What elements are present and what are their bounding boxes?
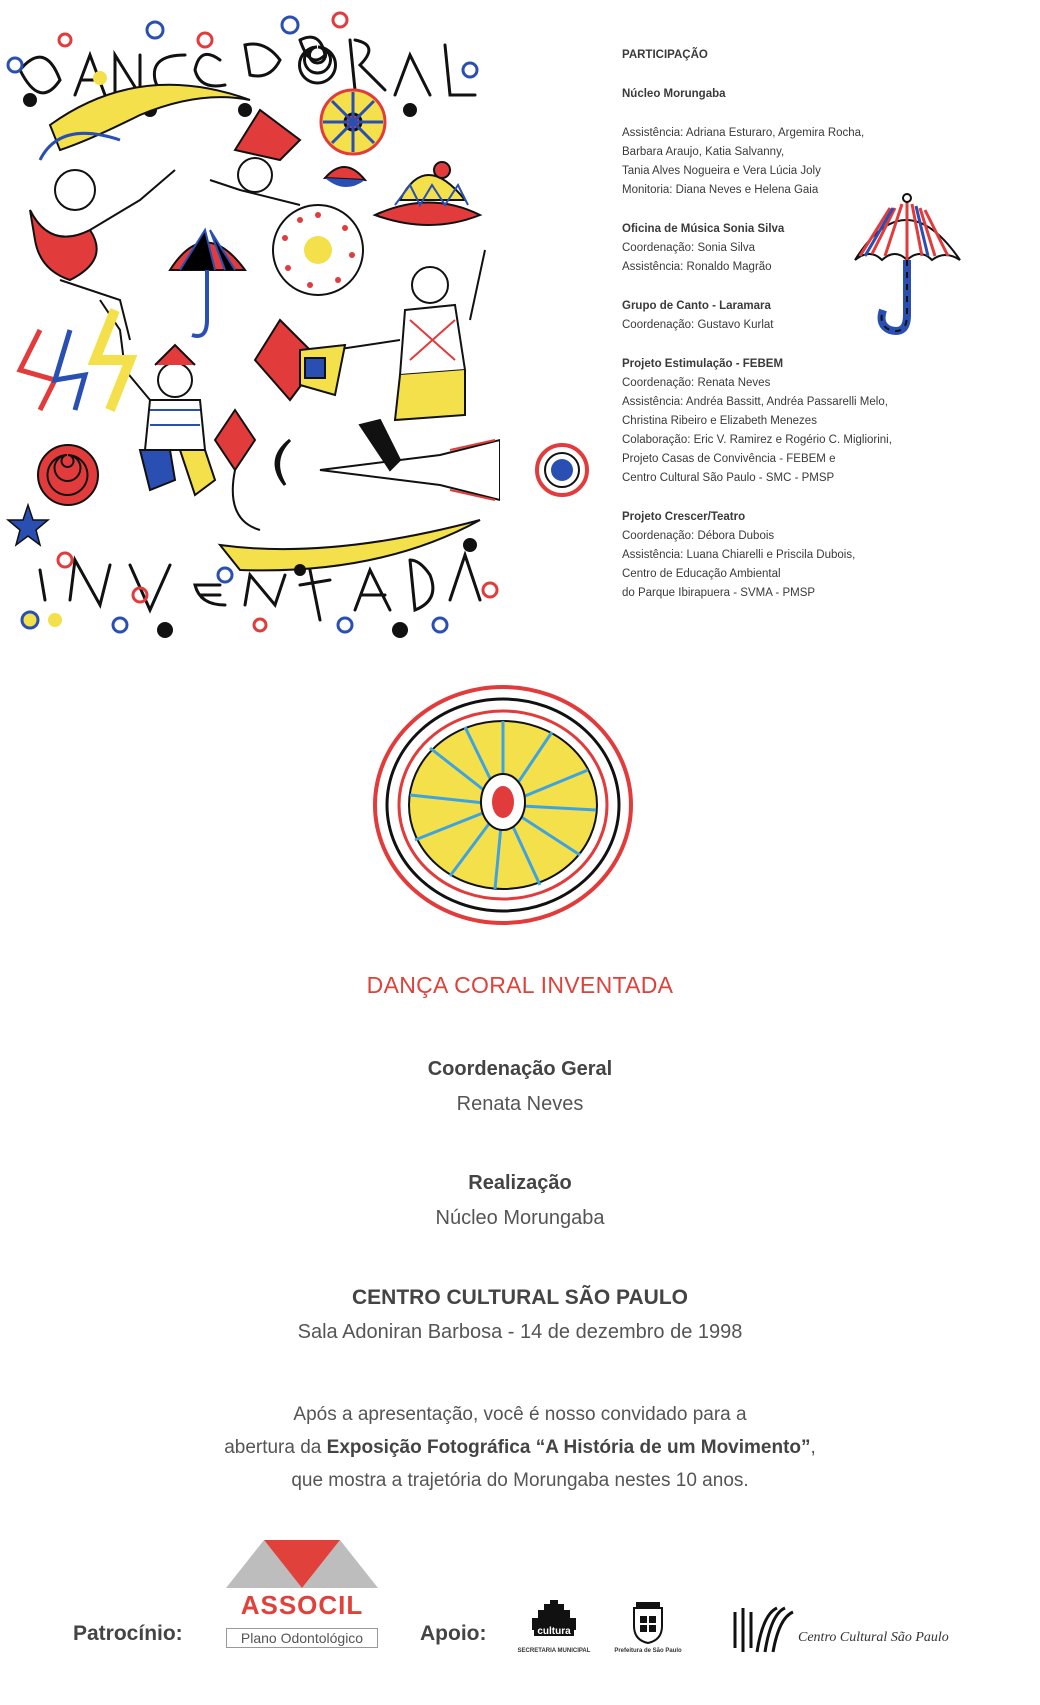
group-name: Núcleo Morungaba	[622, 88, 726, 100]
rocket	[320, 420, 500, 500]
note-line-2-pre: abertura da	[224, 1437, 327, 1458]
yellow-ribbon	[50, 85, 250, 150]
group-line: Projeto Casas de Convivência - FEBEM e	[622, 453, 836, 465]
realizacao-name: Núcleo Morungaba	[435, 1207, 605, 1229]
group-line: Colaboração: Eric V. Ramirez e Rogério C. Migliorini,	[622, 434, 892, 446]
group-line: Centro Cultural São Paulo - SMC - PMSP	[622, 472, 835, 484]
ccsp-text: Centro Cultural São Paulo	[798, 1630, 949, 1645]
coord-label: Coordenação Geral	[427, 1058, 613, 1080]
wheel-small	[321, 90, 385, 154]
realizacao-label: Realização	[468, 1172, 572, 1194]
note-line-3: que mostra a trajetória do Morungaba nestes 10 anos.	[291, 1470, 749, 1491]
bullseye-icon	[532, 440, 592, 500]
umbrella-drawing	[170, 230, 245, 336]
associl-name: ASSOCIL	[240, 1590, 364, 1620]
event-title: DANÇA CORAL INVENTADA	[366, 972, 674, 998]
top-lettering	[20, 37, 475, 96]
spiral-disk	[38, 445, 98, 505]
flower	[273, 205, 363, 295]
associl-logo-icon	[226, 1540, 378, 1588]
hat	[375, 162, 480, 225]
dancer-top	[210, 110, 300, 205]
kites	[215, 320, 345, 530]
group-line: Centro de Educação Ambiental	[622, 568, 781, 580]
group-line: Coordenação: Débora Dubois	[622, 530, 775, 542]
venue-detail: Sala Adoniran Barbosa - 14 de dezembro de 1998	[297, 1321, 743, 1343]
group-line: Coordenação: Renata Neves	[622, 377, 771, 389]
group-line: Barbara Araujo, Katia Salvanny,	[622, 146, 785, 158]
group-line: Coordenação: Sonia Silva	[622, 242, 755, 254]
spiral-drawing	[300, 47, 336, 83]
dancer-left	[30, 133, 175, 340]
invite-note	[0, 1398, 1040, 1497]
group-name: Projeto Crescer/Teatro	[622, 511, 746, 523]
dance-illustration	[0, 0, 500, 650]
prefeitura-text: Prefeitura de São Paulo	[614, 1648, 682, 1654]
ccsp-logo-icon	[733, 1604, 795, 1656]
prefeitura-crest-icon	[630, 1602, 666, 1644]
group-line: do Parque Ibirapuera - SVMA - PMSP	[622, 587, 816, 599]
group-name: Projeto Estimulação - FEBEM	[622, 358, 784, 370]
group-line: Tania Alves Nogueira e Vera Lúcia Joly	[622, 165, 821, 177]
cultura-subtitle: SECRETARIA MUNICIPAL	[517, 1648, 591, 1654]
group-name: Grupo de Canto - Laramara	[622, 300, 771, 312]
group-line: Christina Ribeiro e Elizabeth Menezes	[622, 415, 817, 427]
group-line: Coordenação: Gustavo Kurlat	[622, 319, 774, 331]
note-line-1: Após a apresentação, você é nosso convidado para a	[293, 1404, 747, 1425]
star-drawing	[8, 505, 48, 545]
group-line: Assistência: Luana Chiarelli e Priscila Dubois,	[622, 549, 856, 561]
umbrella-icon	[850, 190, 965, 340]
patrocinio-label: Patrocínio:	[73, 1622, 183, 1645]
apoio-label: Apoio:	[420, 1622, 487, 1645]
associl-subtitle: Plano Odontológico	[226, 1628, 378, 1648]
group-name: Oficina de Música Sonia Silva	[622, 223, 785, 235]
cultura-logo-icon	[528, 1600, 580, 1644]
group-line: Assistência: Andréa Bassitt, Andréa Passarelli Melo,	[622, 396, 888, 408]
wheel-drawing	[370, 680, 640, 930]
group-line: Assistência: Ronaldo Magrão	[622, 261, 772, 273]
exhibition-title: Exposição Fotográfica “A História de um Movimento”	[326, 1437, 811, 1458]
participation-heading: PARTICIPAÇÃO	[622, 49, 708, 61]
note-line-2	[0, 1431, 1040, 1464]
cultura-text: cultura	[537, 1626, 571, 1637]
venue-title: CENTRO CULTURAL SÃO PAULO	[352, 1286, 688, 1309]
group-line: Assistência: Adriana Esturaro, Argemira Rocha,	[622, 127, 865, 139]
note-line-2-post: ,	[810, 1437, 816, 1458]
coord-name: Renata Neves	[456, 1093, 584, 1115]
group-line: Monitoria: Diana Neves e Helena Gaia	[622, 184, 819, 196]
